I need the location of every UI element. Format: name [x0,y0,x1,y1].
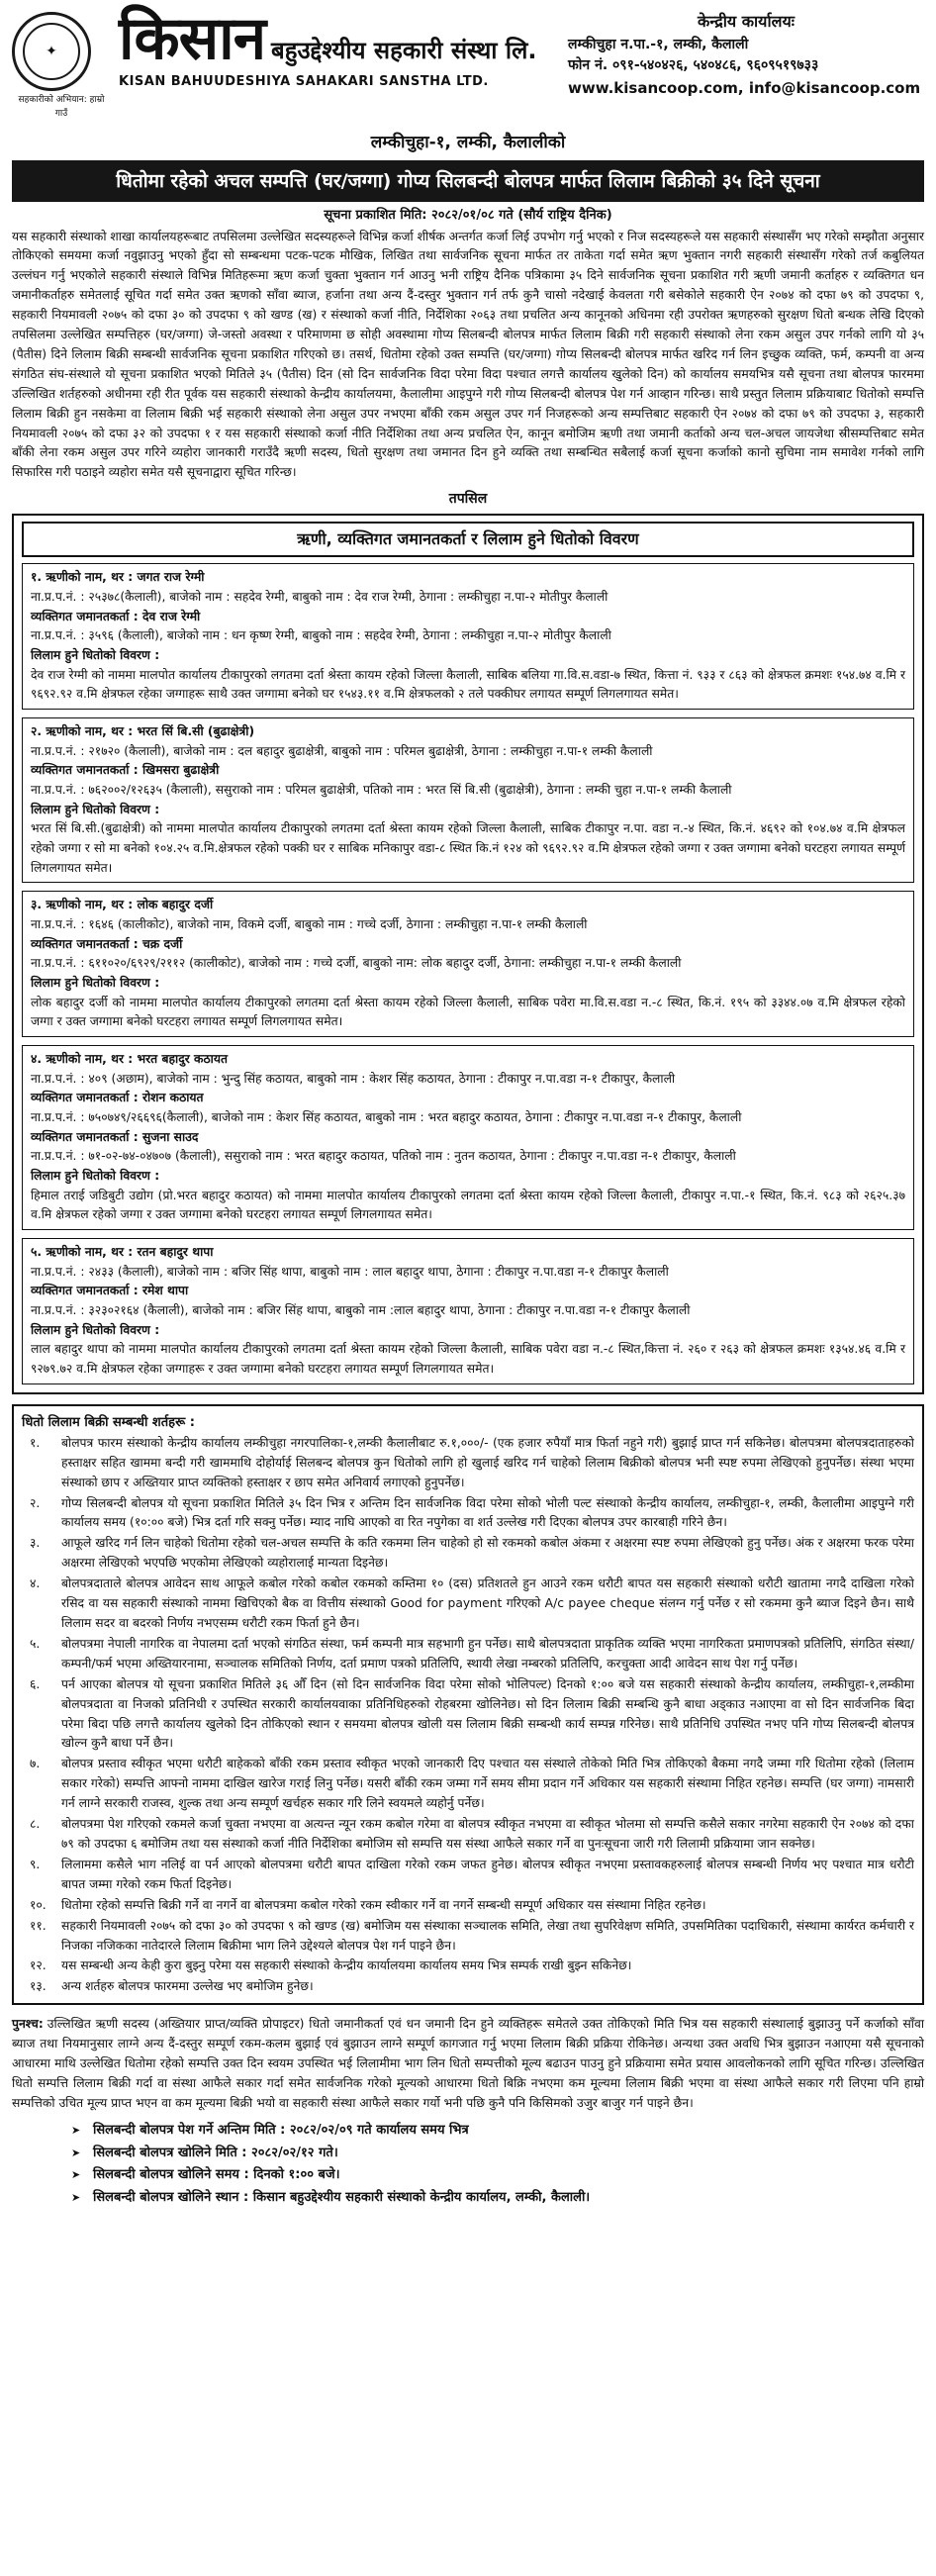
entry-detail: ना.प्र.प.नं. : ७६२००२/१२६३५ (कैलाली), ससुराको नाम : परिमल बुढाक्षेत्री, पतिको नाम : भरत सिं बि.सी (बुढाक्षेत्री), ठेगाना : लम्की चुहा न.पा-१ लम्की कैलाली [31,783,732,797]
entry-heading: लिलाम हुने धितोको विवरण : [31,647,160,662]
term-number: १०. [30,1897,47,1912]
arrow-bullet-icon: ➤ [71,2123,81,2137]
term-item [22,1917,914,1956]
entry-heading: ४. ऋणीको नाम, थर : भरत बहादुर कठायत [31,1052,228,1067]
deadline-item [71,2120,924,2143]
term-number: १३. [30,1979,47,1994]
brand-name-nepali [119,4,537,73]
term-text: यस सम्बन्धी अन्य केही कुरा बुझ्नु परेमा यस सहकारी संस्थाको केन्द्रीय कार्यालयमा कार्यालय समय भित्र सम्पर्क राखी बुझ्न सकिनेछ। [61,1958,632,1973]
term-number: ३. [30,1536,41,1551]
publication-date: सूचना प्रकाशित मिति: २०८२/०१/०८ गते (सौर्य राष्ट्रिय दैनिक) [324,208,612,223]
entry-detail: लोक बहादुर दर्जी को नाममा मालपोत कार्यालय टीकापुरको लगतमा दर्ता श्रेस्ता कायम रहेको जिल्ला कैलाली, साबिक पवेरा मा.वि.स.वडा न.-८ स्थित, कि.नं. १९५ को ३३४४.०७ व.मि क्षेत्रफल रहेको जग्गा र उक्त जग्गामा बनेको घरटहरा लगायत सम्पूर्ण लिगलगायत समेत। [31,995,905,1029]
logo-tagline: सहकारीको अभियान: हाम्रो गाउँ [18,95,105,119]
entry-heading: व्यक्तिगत जमानतकर्ता : खिमसरा बुढाक्षेत्री [31,763,220,778]
term-text: बोलपत्र फारम संस्थाको केन्द्रीय कार्यालय लम्कीचुहा नगरपालिका-१,लम्की कैलालीबाट रु.१,०००/- (एक हजार रुपैयाँ मात्र फिर्ता नहुने गरी) बुझाई प्राप्त गर्न सकिनेछ। बोलपत्रमा बोलपत्रदाताहरुको हस्ताक्षर सहित खाममा बन्दी गरी खाममाथि दोहोर्याई सिलबन्द बोलपत्र कुन धितोको लागि हो खुलाई खरिद गर्न चाहेको लिलाम बिक्रीको बोलपत्र भनी स्पष्ट रुपमा लेखिएको हुनुपर्नेछ। संस्था भएमा संस्थाको छाप र अख्तियार प्राप्त व्यक्तिको हस्ताक्षर र छाप समेत अनिवार्य लगाएको हुनुपर्नेछ। [61,1435,914,1489]
brand-name-main: किसान [119,4,266,73]
entry-detail: ना.प्र.प.नं. : २४३३ (कैलाली), बाजेको नाम : बजिर सिंह थापा, बाबुको नाम : लाल बहादुर थापा, ठेगाना : टीकापुर न.पा.वडा न-१ टीकापुर कैलाली [31,1264,669,1279]
entry-detail: देव राज रेग्मी को नाममा मालपोत कार्यालय टीकापुरको लगतमा दर्ता श्रेस्ता कायम रहेको जिल्ला कैलाली, साबिक बलिया गा.वि.स.वडा-७ स्थित, कित्ता नं. ९३३ र ८६३ को क्षेत्रफल क्रमशः १५४.७४ व.मि र ९६९२.९२ व.मि क्षेत्रफल रहेका जग्गाहरू साथै उक्त जग्गामा बनेको घर १५४३.११ व.मि क्षेत्रफलको २ तले पक्कीघर लगायत सम्पूर्ण लिगलगायत समेत। [31,667,905,702]
term-item [22,1494,914,1534]
branch-location: लम्कीचुहा-१, लम्की, कैलालीको [370,133,566,152]
office-address: लम्कीचुहा न.पा.-१, लम्की, कैलाली [568,36,749,52]
term-text: सहकारी नियमावली २०७५ को दफा ३० को उपदफा ९ को खण्ड (ख) बमोजिम यस संस्थाका सञ्चालक समिति, लेखा तथा सुपरिवेक्षण समिति, उपसमितिका पदाधिकारी, संस्थामा कार्यरत कर्मचारी र निजका नजिकका नातेदारले लिलाम बिक्रीमा भाग लिने उद्देश्यले बोलपत्र पेश गर्न पाइने छैन। [61,1918,914,1953]
entry-heading: ३. ऋणीको नाम, थर : लोक बहादुर दर्जी [31,898,214,912]
term-number: १२. [30,1958,47,1973]
entry-heading: लिलाम हुने धितोको विवरण : [31,976,160,991]
entry-detail: ना.प्र.प.नं. : २१७२० (कैलाली), बाजेको नाम : दल बहादुर बुढाक्षेत्री, बाबुको नाम : परिमल बुढाक्षेत्री, ठेगाना : लम्कीचुहा न.पा-१ लम्की कैलाली [31,743,653,758]
note-text: उल्लिखित ऋणी सदस्य (अख्तियार प्राप्त/व्यक्ति प्रोपाइटर) धितो जमानीकर्ता एवं धन जमानी दिन हुने व्यक्तिहरू समेतले उक्त तोकिएको मिति भित्र यस सहकारी संस्थालाई बुझाउनु पर्ने कर्जाको साँवा ब्याज तथा नियमानुसार लाग्ने अन्य दैं-दस्तुर सम्पूर्ण रकम-कलम बुझाई एवं बुझाउन लाग्ने सम्पूर्ण कागजात गर्नु भएमा लिलाम बिक्री प्रक्रिया रोकिनेछ। अन्यथा उक्त अवधि भित्र बुझाउन नआएमा यसै सूचनाको आधारमा माथि उल्लेखित धितोमा रहेको सम्पत्ति उक्त दिन स्वयम उपस्थित भई लिलामीमा भाग लिन धितो सम्पत्तीको मूल्य बढाउन पाउनु हुने प्रक्रियामा समेत प्रयास आवलोकनको लागि सूचित गरिन्छ। उल्लिखित धितो सम्पत्ति लिलाम बिक्री गर्दा वा संस्था आफैले सकार गर्दा समेत सार्वजनिक गरेको मूल्यको आधारमा धितो बिक्रि नभएमा कम मूल्यमा लिलाम बिक्री भएमा वा संस्था आफैले सकार गरी लिएमा पनि हाम्रो सम्पत्तिको उचित मूल्य प्राप्त भएन वा कम मूल्यमा बिक्री भयो वा सहकारी संस्था आफैले सकार गर्यो भनी पछि कुनै पनि किसिमको उजुर बाजुर गर्न पाइने छैन। [12,2017,924,2110]
borrower-entry [22,1045,914,1230]
entry-detail: ना.प्र.प.नं. : ३२३०२१६४ (कैलाली), बाजेको नाम : बजिर सिंह थापा, बाबुको नाम :लाल बहादुर थापा, ठेगाना : टीकापुर न.पा.वडा न-१ टीकापुर कैलाली [31,1303,691,1318]
contact-block [568,8,924,127]
borrower-entry [22,1238,914,1384]
entry-heading: व्यक्तिगत जमानतकर्ता : रोशन कठायत [31,1091,204,1105]
term-text: धितोमा रहेको सम्पत्ति बिक्री गर्ने वा नगर्ने वा बोलपत्रमा कबोल गरेको रकम स्वीकार गर्ने वा नगर्ने सम्बन्धी सम्पूर्ण अधिकार यस संस्थामा निहित रहनेछ। [61,1897,706,1912]
cooperative-logo [12,12,91,91]
term-text: बोलपत्रमा पेश गरिएको रकमले कर्जा चुक्ता नभएमा वा अत्यन्त न्यून रकम कबोल गरेमा वा बोलपत्र स्वीकृत नभएमा वा स्वीकृत भोलमा सो सम्पत्ति कसैले सकार नगरेमा सहकारी ऐन २०७४ को दफा ७९ को उपदफा ६ बमोजिम तथा यस संस्थाको कर्जा नीति निर्देशिका बमोजिम सो सम्पत्ति यस संस्था आफैले सकार गर्ने वा पुनःसूचना जारी गरी लिलामी प्रक्रियामा जान सक्नेछ। [61,1817,914,1851]
note-paragraph [12,2015,924,2114]
entry-detail: ना.प्र.प.नं. : १६४६ (कालीकोट), बाजेको नाम, विकमे दर्जी, बाबुको नाम : गच्चे दर्जी, ठेगाना : लम्कीचुहा न.पा-१ लम्की कैलाली [31,917,588,932]
term-text: बोलपत्रमा नेपाली नागरिक वा नेपालमा दर्ता भएको संगठित संस्था, फर्म कम्पनी मात्र सहभागी हुन पर्नेछ। साथै बोलपत्रदाता प्राकृतिक व्यक्ति भएमा नागरिकता प्रमाणपत्रको प्रतिलिपि, संगठित संस्था/कम्पनी/फर्म भएमा अख्तियारनामा, सञ्चालक समितिको निर्णय, दर्ता प्रमाण पत्रको प्रतिलिपि, स्थायी लेखा नम्बरको प्रतिलिपि, करचुक्ता आदी आवेदन साथ पेश गर्नु पर्नेछ। [61,1636,914,1670]
borrower-entry [22,891,914,1037]
deadline-text: सिलबन्दी बोलपत्र खोलिने समय : दिनको १:०० बजे। [93,2167,340,2183]
brand-text [119,4,537,92]
term-number: १. [30,1435,41,1450]
entry-detail: ना.प्र.प.नं. : ४०९ (अछाम), बाजेको नाम : भुन्दु सिंह कठायत, बाबुको नाम : केशर सिंह कठायत, ठेगाना : टीकापुर न.पा.वडा न-१ टीकापुर, कैलाली [31,1071,676,1086]
logo-emblem: ✦ [23,23,80,80]
deadline-item [71,2143,924,2165]
entry-detail: लाल बहादुर थापा को नाममा मालपोत कार्यालय टीकापुरको लगतमा दर्ता श्रेस्ता कायम रहेको जिल्ला कैलाली, साबिक पवेरा वडा न.-८ स्थित,कित्ता नं. २६० र २६३ को क्षेत्रफल क्रमशः १३५४.४६ व.मि र ९२७९.७२ व.मि क्षेत्रफल रहेका जग्गाहरू र उक्त जग्गामा बनेको घरटहरा लगायत सम्पूर्ण लिगलगायत समेत। [31,1342,905,1377]
term-number: २. [30,1495,41,1510]
office-label: केन्द्रीय कार्यालयः [698,12,795,31]
entry-heading: ५. ऋणीको नाम, थर : रतन बहादुर थापा [31,1245,214,1260]
entry-heading: व्यक्तिगत जमानतकर्ता : चक्र दर्जी [31,936,183,951]
deadline-item [71,2187,924,2210]
entry-heading: २. ऋणीको नाम, थर : भरत सिं बि.सी (बुढाक्षेत्री) [31,723,255,738]
term-item [22,1534,914,1574]
term-number: ७. [30,1757,41,1771]
terms-heading: धितो लिलाम बिक्री सम्बन्धी शर्तहरू : [22,1414,195,1430]
term-text: पर्न आएका बोलपत्र यो सूचना प्रकाशित मितिले ३६ औँ दिन (सो दिन सार्वजनिक विदा परेमा सोको भोलिपल्ट) दिनको १:०० बजे यस सहकारी संस्थाको केन्द्रीय कार्यालय, लम्कीचुहा-१,लम्कीमा बोलपत्रदाता वा निजको प्रतिनिधी र उपस्थित सरकारी कार्यालयवाका प्रतिनिधिहरुको रोहबरमा खोलिनेछ। सो दिन लिलाम बिक्री सम्बन्धि कुनै बाधा अड्काउ नआएमा वा सो दिन सार्वजनिक बिदा परेमा बिदा पछि लगत्तै कार्यालय खुलेको दिन तोकिएको स्थान र समयमा बोलपत्र खोली यस लिलाम बिक्री सम्बन्धी कार्य सम्पन्न गरिनेछ। साथै प्रतिनिधि उपस्थित नभए पनि गोप्य सिलबन्दी बोलपत्र खोल्न कुनै बाधा पर्ने छैन। [61,1676,914,1751]
collateral-schedule [12,514,924,1394]
term-item [22,1977,914,1997]
deadline-text: सिलबन्दी बोलपत्र पेश गर्ने अन्तिम मिति : २०८२/०२/०९ गते कार्यालय समय भित्र [93,2122,469,2138]
borrower-entry [22,563,914,710]
entry-detail: ना.प्र.प.नं. : ६११०२०/६९२९/२११२ (कालीकोट), बाजेको नाम : गच्चे दर्जी, बाबुको नाम: लोक बहादुर दर्जी, ठेगाना: लम्कीचुहा न.पा-१ लम्की कैलाली [31,956,682,971]
note-label: पुनश्च: [12,2017,44,2032]
term-number: ५. [30,1636,41,1651]
term-item [22,1896,914,1916]
deadline-item [71,2164,924,2187]
term-number: ९. [30,1857,41,1871]
deadline-text: सिलबन्दी बोलपत्र खोलिने मिति : २०८२/०२/१२ गते। [93,2145,338,2160]
entry-heading: लिलाम हुने धितोको विवरण : [31,1322,160,1337]
term-text: अन्य शर्तहरु बोलपत्र फारममा उल्लेख भए बमोजिम हुनेछ। [61,1979,314,1994]
arrow-bullet-icon: ➤ [71,2191,81,2205]
borrower-entry [22,717,914,883]
deadline-list [71,2120,924,2210]
term-number: ८. [30,1817,41,1832]
term-text: बोलपत्र प्रस्ताव स्वीकृत भएमा धरौटी बाहेकको बाँकी रकम प्रस्ताव स्वीकृत भएको जानकारी दिए पश्चात यस संस्थाले तोकेको मिति भित्र तोकिएको बैकमा नगदै जम्मा गरि धितोमा रहेको (लिलाम सकार गरेको) सम्पत्ति आफ्नो नाममा दाखिल खारेज गराई लिनु पर्नेछ। यसरी बाँकी रकम जम्मा गर्ने समय सीमा प्रदान गर्ने अधिकार यस सहकारी संस्थामा निहित रहनेछ। सम्पत्ति (घर जग्गा) नामसारी गर्न लाग्ने सरकारी राजस्व, शुल्क तथा अन्य सम्पूर्ण खर्चहरु सकार गरि लिने स्वयमले व्यहोर्नु पर्नेछ। [61,1757,914,1811]
deadline-text: सिलबन्दी बोलपत्र खोलिने स्थान : किसान बहुउद्देश्यीय सहकारी संस्थाको केन्द्रीय कार्यालय, लम्की, कैलाली। [93,2190,591,2206]
auction-terms [12,1404,924,2005]
entry-heading: लिलाम हुने धितोको विवरण : [31,802,160,816]
term-item [22,1815,914,1855]
term-item [22,1956,914,1976]
term-number: ६. [30,1676,41,1691]
website-email: www.kisancoop.com, info@kisancoop.com [568,79,921,98]
schedule-table-title: ऋणी, व्यक्तिगत जमानतकर्ता र लिलाम हुने धितोको विवरण [22,522,914,557]
brand-name-english: KISAN BAHUUDESHIYA SAHAKARI SANSTHA LTD. [119,74,489,89]
entry-heading: लिलाम हुने धितोको विवरण : [31,1169,160,1184]
entry-detail: हिमाल तराई जडिबुटी उद्योग (प्रो.भरत बहादुर कठायत) को नाममा मालपोत कार्यालय टीकापुरको लगतमा दर्ता श्रेस्ता कायम रहेको जिल्ला कैलाली, टीकापुर न.पा.-१ स्थित, कि.नं. ९८३ को २६२५.३७ व.मि क्षेत्रफल रहेको जग्गा र उक्त जग्गामा बनेको घरटहरा लगायत सम्पूर्ण लिगलगायत समेत। [31,1188,905,1222]
entry-detail: ना.प्र.प.नं. : ७५०७४९/२६६९६(कैलाली), बाजेको नाम : केशर सिंह कठायत, बाबुको नाम : भरत बहादुर कठायत, ठेगाना : टीकापुर न.पा.वडा न-१ टीकापुर, कैलाली [31,1110,742,1125]
term-text: आफूले खरिद गर्न लिन चाहेको धितोमा रहेको चल-अचल सम्पत्ति के कति रकममा लिन चाहेको हो सो रकमको कबोल अंकमा र अक्षरमा स्पष्ट रुपमा लेखिएको हुनु पर्नेछ। अंक र अक्षरमा फरक परेमा अक्षरमा लेखिएको भएपछि भएकोमा लेखिएको व्यहोरालाई मान्यता दिइनेछ। [61,1536,914,1571]
term-text: गोप्य सिलबन्दी बोलपत्र यो सूचना प्रकाशित मितिले ३५ दिन भित्र र अन्तिम दिन सार्वजनिक विदा परेमा सोको भोली पल्ट संस्थाको केन्द्रीय कार्यालय, लम्कीचुहा-१, लम्की, कैलालीमा आइपुग्ने गरी कार्यालय समय (१०:०० बजे) भित्र दर्ता गरि सक्नु पर्नेछ। म्याद नाघि आएको वा रित नपुगेका वा शर्त उल्लेख गरी दिएका बोलपत्र उपर कारबाही गरिने छैन। [61,1495,914,1530]
term-item [22,1856,914,1895]
term-number: ११. [30,1918,47,1933]
terms-list [22,1434,914,1997]
brand-name-rest: बहुउद्देश्यीय सहकारी संस्था लि. [271,37,537,64]
entry-heading: १. ऋणीको नाम, थर : जगत राज रेग्मी [31,570,205,585]
term-item [22,1755,914,1814]
arrow-bullet-icon: ➤ [71,2168,81,2182]
term-item [22,1635,914,1674]
entry-heading: व्यक्तिगत जमानतकर्ता : देव राज रेग्मी [31,609,201,623]
term-text: बोलपत्रदाताले बोलपत्र आवेदन साथ आफूले कबोल गरेको कबोल रकमको कम्तिमा १० (दस) प्रतिशतले हुन आउने रकम धरौटी बापत यस सहकारी संस्थाको धरौटी खातामा नगदै दाखिला गरेको रसिद वा यस सहकारी संस्थाको नाममा खिचिएको बैक वा वित्तीय संस्थाको Good for payment गरिएको A/c payee cheque संलग्न गर्नु पर्नेछ र सो रकममा कुनै ब्याज दिइने छैन। साथै लिलाम सदर वा बदरको निर्णय नभएसम्म धरौटी रकम फिर्ता हुने छैन। [61,1576,914,1631]
entry-detail: ना.प्र.प.नं. : २५३७८(कैलाली), बाजेको नाम : सहदेव रेग्मी, बाबुको नाम : देव राज रेग्मी, ठेगाना : लम्कीचुहा न.पा-२ मोतीपुर कैलाली [31,589,608,604]
entry-heading: व्यक्तिगत जमानतकर्ता : सुजना साउद [31,1129,199,1144]
intro-paragraph: यस सहकारी संस्थाको शाखा कार्यालयहरूबाट तपसिलमा उल्लेखित सदस्यहरूले विभिन्न कर्जा शीर्षक अन्तर्गत कर्जा लिई उपभोग गर्नु भएको र निज सदस्यहरूले यस सहकारी संस्थासँग भए गरेको सम्झौता अनुसार तोकिएको समयमा कर्जा नवुझाउनु भएको हुँदा सो सम्बन्धमा पटक-पटक मौखिक, लिखित तथा सार्वजनिक सूचना मार्फत तर ताकेता गर्दा समेत ऋण भुक्तान नगरी सहकारी संस्थासँग गरेको तर्ज कबुलियत उल्लंघन गर्नु भएकोले सहकारी संस्थाले विभिन्न मितिहरूमा ऋण कर्जा चुक्ता भुक्तान गर्न आउनु भनी राष्ट्रिय दैनिक पत्रिकामा ३५ दिने सार्वजनिक सूचना प्रकाशित गरी ऋणी जमानी कर्ताहरु र व्यक्तिगत धन जमानीकर्ताहरु समेतलाई सूचित गर्दा समेत उक्त ऋणको साँवा ब्याज, हर्जाना तथा अन्य दैं-दस्तुर भुक्तान गर्न तर्फ कुनै चासो नदेखाई केवलता गरी बसेकोले सहकारी ऐन २०७४ को दफा ७९ को उपदफा ९, सहकारी नियमावली २०७५ को दफा ३० को उपदफा ९ को खण्ड (ख) र संस्थाको कर्जा नीति, निर्देशिका २०६३ तथा प्रचलित अन्य कानूनको अधिनमा रही उपरोक्त ऋणहरुको सुरक्षण धितो बन्धक लेखि दिएको तपसिलमा उल्लेखित सम्पत्तिहरु (घर/जग्गा) जे-जस्तो अवस्था र परिमाणमा छ सोही अवस्थामा गोप्य सिलबन्दी बोलपत्र मार्फत लिलाम बिक्री गरी सहकारी संस्थाको लेना रकम असुल उपर गर्नको लागि यो ३५ (पैतीस) दिने लिलाम बिक्री सम्बन्धी सार्वजनिक सूचना प्रकाशित गरिएको छ। तसर्थ, धितोमा रहेको उक्त सम्पत्ति (घर/जग्गा) गोप्य सिलबन्दी बोलपत्र मार्फत खरिद गर्न लिन इच्छुक व्यक्ति, फर्म, कम्पनी वा अन्य संगठित संघ-संस्थाले यो सूचना प्रकाशित भएको मितिले ३५ (पैतीस) दिन (सो दिन सार्वजनिक विदा परेमा विदा पश्चात लगत्तै कार्यालय खुलेको दिन) को कार्यालय समयभित्र यसै सूचना तथा बोलपत्र फारममा उल्लिखित शर्तहरुको अधीनमा रही रीत पूर्वक यस सहकारी संस्थाको केन्द्रीय कार्यालयमा, कैलालीमा आइपुग्ने गरी गोप्य सिलबन्दी बोलपत्र पेश गर्न आव्हान गरिन्छ। साथै प्रस्तुत लिलाम प्रक्रियाबाट धितोको सम्पत्ति लिलाम बिक्री हुन नसकेमा वा लिलाम बिक्री भई सहकारी संस्थाको लेना असुल उपर नभएमा बाँकी रकम असुल उपर गर्न निजहरूको अन्य सम्पत्तिबाट सहकारी ऐन २०७४ को दफा ७९ को उपदफा ३, सहकारी नियमावली २०७५ को दफा ३२ को उपदफा १ र यस सहकारी संस्थाको कर्जा नीति निर्देशिका तथा अन्य प्रचलित ऐन, कानून बमोजिम ऋणी तथा जमानी कर्ताको अन्य चल-अचल जायजेथा स्रीसम्पत्तिबाट समेत बाँकी लेना रकम असुल उपर गरिने व्यहोरा जानकारी गराउँदै ऋणी सदस्य, धितो सुरक्षण तथा जमानत दिन हुने व्यक्ति तथा सम्बन्धित सबैलाई कर्जा सूचना कर्जाको कानो सुचिमा नाम समावेश गर्नको लागि सिफारिस गरी पठाइने व्यहोरा समेत यसै सूचनाद्वारा सूचित गरिन्छ। [12,229,924,480]
logo-wrap [12,8,111,121]
entry-detail: ना.प्र.प.नं. : ७१-०२-७४-०४७०७ (कैलाली), ससुराको नाम : भरत बहादुर कठायत, पतिको नाम : नुतन कठायत, ठेगाना : टीकापुर न.पा.वडा न-१ टीकापुर, कैलाली [31,1149,736,1164]
schedule-heading: तपसिल [448,491,488,508]
notice-title: धितोमा रहेको अचल सम्पत्ति (घर/जग्गा) गोप्य सिलबन्दी बोलपत्र मार्फत लिलाम बिक्रीको ३५ दिने सूचना [12,160,924,203]
term-item [22,1675,914,1755]
brand-block [12,4,537,127]
arrow-bullet-icon: ➤ [71,2146,81,2159]
term-number: ४. [30,1576,41,1591]
term-item [22,1434,914,1493]
entry-detail: ना.प्र.प.नं. : ३५९६ (कैलाली), बाजेको नाम : धन कृष्ण रेग्मी, बाबुको नाम : सहदेव रेग्मी, ठेगाना : लम्कीचुहा न.पा-२ मोतीपुर कैलाली [31,628,611,643]
term-item [22,1574,914,1634]
office-phone: फोन नं. ०९१-५४०४२६, ५४०४८६, ९६०९५१९७३३ [568,57,819,74]
term-text: लिलाममा कसैले भाग नलिई वा पर्न आएको बोलपत्रमा धरौटी बापत दाखिला गरेको रकम जफत हुनेछ। बोलपत्र स्वीकृत नभएमा प्रस्तावकहरुलाई बोलपत्र सम्बन्धी निर्णय भए पश्चात मात्र धरौटी बापत जम्मा गरेको रकम फिर्ता दिइनेछ। [61,1857,914,1891]
entry-heading: व्यक्तिगत जमानतकर्ता : रमेश थापा [31,1284,189,1298]
entry-detail: भरत सिं बि.सी.(बुढाक्षेत्री) को नाममा मालपोत कार्यालय टीकापुरको लगतमा दर्ता श्रेस्ता कायम रहेको जिल्ला कैलाली, साबिक टीकापुर न.पा. वडा न.-४ स्थित, कि.नं. ४६९२ को १०४.७४ व.मि क्षेत्रफल रहेको जग्गा र सो मा बनेको १०४.२५ व.मि.क्षेत्रफल रहेको पक्की घर र साबिक मनिकापुर वडा-८ स्थित कि.नं १२४ को ९६९२.९२ व.मि क्षेत्रफल रहेको जग्गा र उक्त जग्गामा बनेको घरटहरा लगायत सम्पूर्ण लिगलगायत समेत। [31,821,905,875]
header [12,4,924,127]
borrower-entries [22,563,914,1384]
